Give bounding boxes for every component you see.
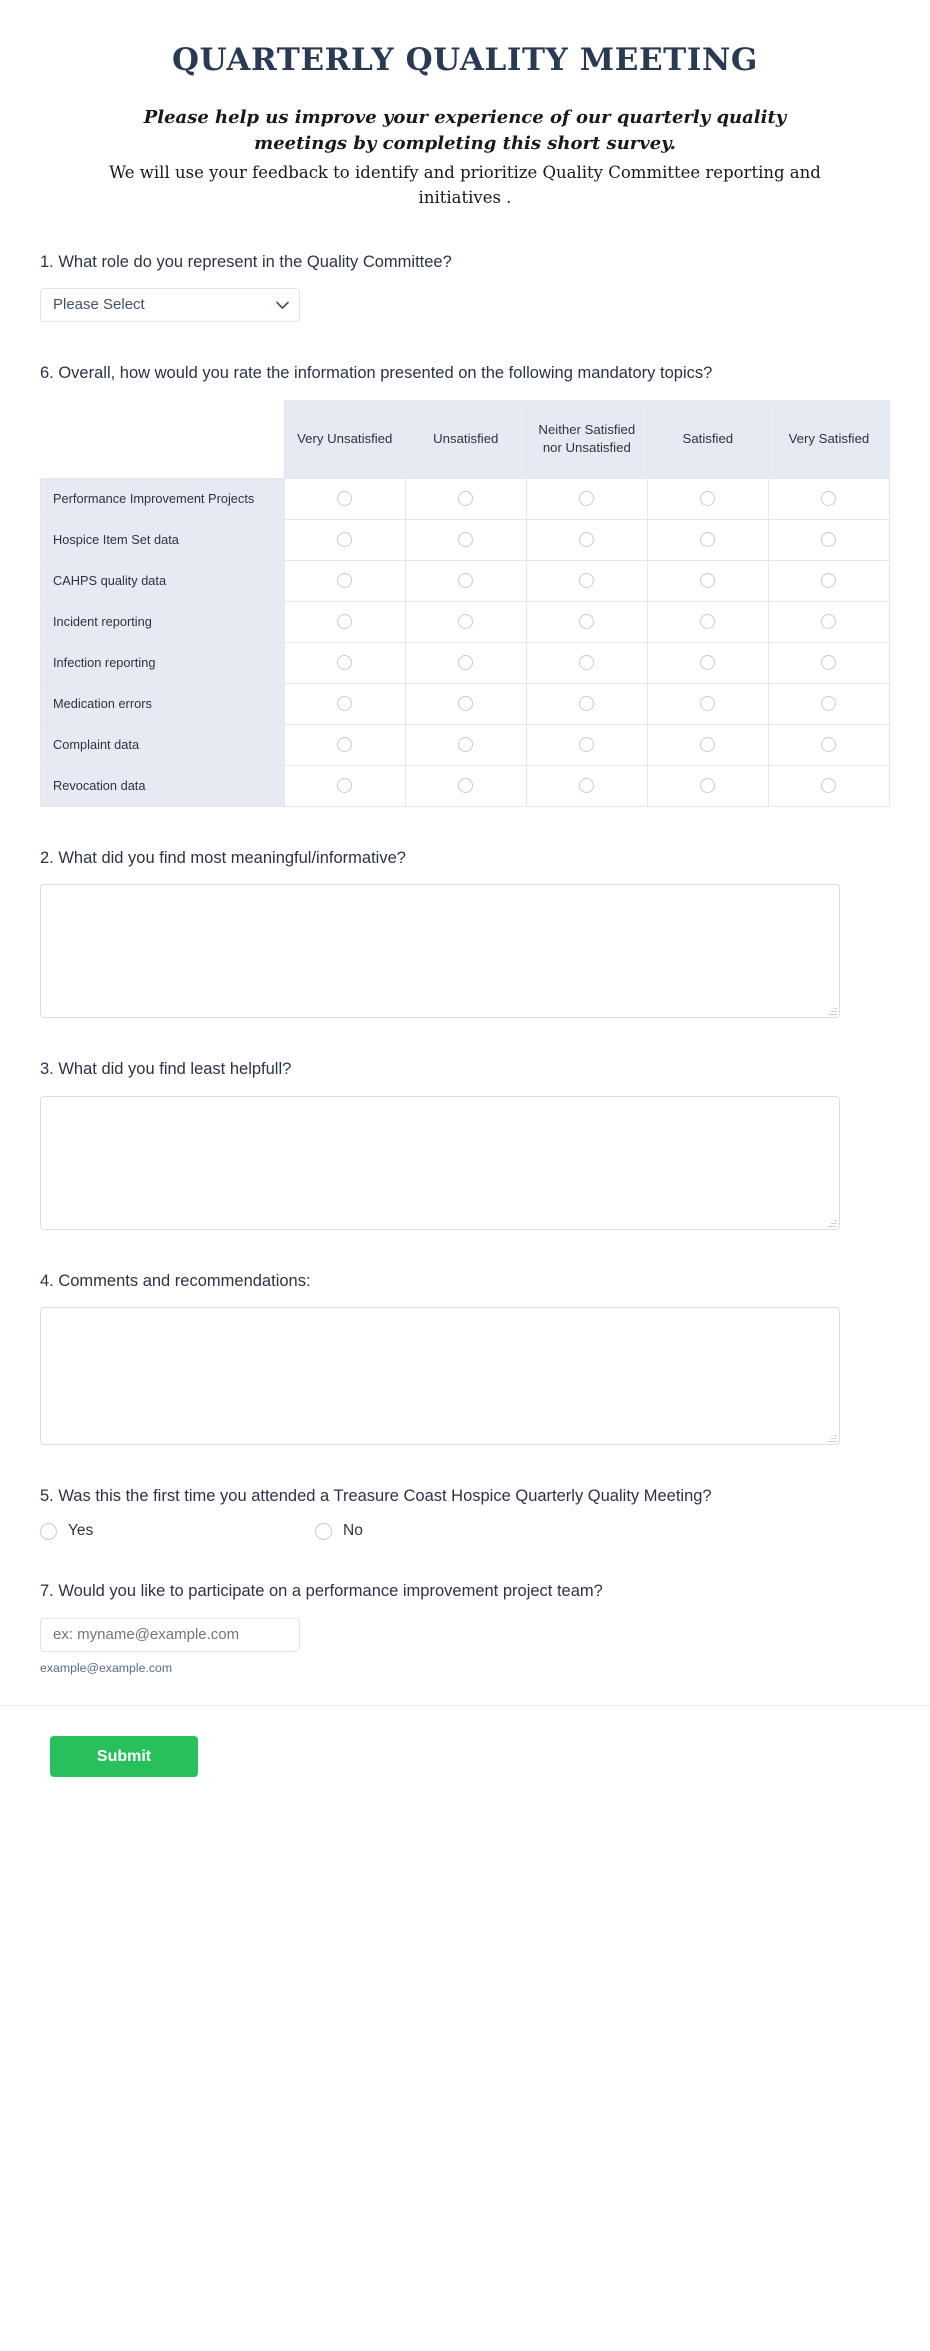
matrix-header-row [41, 400, 890, 478]
matrix-radio-5-2[interactable] [526, 683, 647, 724]
matrix-col-2: Neither Satisfied nor Unsatisfied [526, 400, 647, 478]
radio-icon [700, 614, 715, 629]
question-6 [40, 362, 890, 806]
radio-icon [579, 491, 594, 506]
radio-icon [40, 1523, 57, 1540]
email-field[interactable] [40, 1618, 300, 1652]
table-row [41, 765, 890, 806]
question-5-option-no-label: No [343, 1522, 363, 1540]
matrix-radio-5-0[interactable] [284, 683, 405, 724]
matrix-radio-6-1[interactable] [405, 724, 526, 765]
radio-icon [458, 614, 473, 629]
matrix-col-3: Satisfied [647, 400, 768, 478]
radio-icon [700, 532, 715, 547]
matrix-radio-2-0[interactable] [284, 560, 405, 601]
radio-icon [579, 532, 594, 547]
matrix-corner-cell [41, 400, 285, 478]
radio-icon [337, 573, 352, 588]
matrix-radio-5-4[interactable] [768, 683, 889, 724]
matrix-radio-3-2[interactable] [526, 601, 647, 642]
matrix-row-label-4: Infection reporting [41, 642, 285, 683]
question-5-label: 5. Was this the first time you attended a Treasure Coast Hospice Quarterly Quality Meeting? [40, 1486, 712, 1505]
table-row [41, 478, 890, 519]
question-5-options [40, 1522, 890, 1540]
matrix-radio-6-4[interactable] [768, 724, 889, 765]
radio-icon [458, 696, 473, 711]
radio-icon [458, 655, 473, 670]
matrix-row-label-6: Complaint data [41, 724, 285, 765]
question-3-textarea[interactable] [40, 1096, 840, 1230]
table-row [41, 560, 890, 601]
matrix-radio-7-0[interactable] [284, 765, 405, 806]
matrix-radio-1-3[interactable] [647, 519, 768, 560]
question-3-label: 3. What did you find least helpfull? [40, 1060, 292, 1079]
form-subtext: We will use your feedback to identify and prioritize Quality Committee reporting and initiatives . [109, 163, 821, 208]
matrix-radio-2-4[interactable] [768, 560, 889, 601]
radio-icon [458, 491, 473, 506]
matrix-radio-1-4[interactable] [768, 519, 889, 560]
matrix-radio-3-4[interactable] [768, 601, 889, 642]
matrix-radio-1-1[interactable] [405, 519, 526, 560]
radio-icon [458, 737, 473, 752]
radio-icon [458, 778, 473, 793]
matrix-radio-7-4[interactable] [768, 765, 889, 806]
question-2 [40, 847, 890, 1018]
matrix-radio-0-1[interactable] [405, 478, 526, 519]
question-1 [40, 251, 890, 322]
radio-icon [700, 696, 715, 711]
radio-icon [337, 655, 352, 670]
radio-icon [821, 778, 836, 793]
radio-icon [579, 573, 594, 588]
resize-grip-icon [828, 1218, 837, 1227]
radio-icon [700, 573, 715, 588]
question-5-option-yes-label: Yes [68, 1522, 94, 1540]
matrix-radio-0-4[interactable] [768, 478, 889, 519]
table-row [41, 601, 890, 642]
radio-icon [821, 491, 836, 506]
radio-icon [337, 696, 352, 711]
question-5-option-yes[interactable] [40, 1522, 315, 1540]
question-3 [40, 1058, 890, 1229]
radio-icon [579, 614, 594, 629]
question-5-option-no[interactable] [315, 1522, 363, 1540]
radio-icon [458, 532, 473, 547]
question-2-textarea[interactable] [40, 884, 840, 1018]
table-row [41, 642, 890, 683]
radio-icon [700, 737, 715, 752]
radio-icon [337, 778, 352, 793]
matrix-radio-5-3[interactable] [647, 683, 768, 724]
matrix-head [41, 400, 890, 478]
matrix-radio-0-0[interactable] [284, 478, 405, 519]
matrix-col-0: Very Unsatisfied [284, 400, 405, 478]
radio-icon [821, 655, 836, 670]
matrix-radio-5-1[interactable] [405, 683, 526, 724]
matrix-radio-3-0[interactable] [284, 601, 405, 642]
matrix-col-4: Very Satisfied [768, 400, 889, 478]
matrix-col-1: Unsatisfied [405, 400, 526, 478]
matrix-radio-6-3[interactable] [647, 724, 768, 765]
matrix-row-label-5: Medication errors [41, 683, 285, 724]
email-hint: example@example.com [40, 1660, 173, 1675]
radio-icon [337, 737, 352, 752]
table-row [41, 724, 890, 765]
matrix-radio-7-1[interactable] [405, 765, 526, 806]
radio-icon [579, 778, 594, 793]
radio-icon [821, 573, 836, 588]
submit-row [0, 1706, 930, 1829]
matrix-radio-2-3[interactable] [647, 560, 768, 601]
radio-icon [700, 778, 715, 793]
radio-icon [337, 532, 352, 547]
resize-grip-icon [828, 1006, 837, 1015]
matrix-radio-2-1[interactable] [405, 560, 526, 601]
role-select-wrapper [40, 288, 300, 322]
matrix-radio-6-2[interactable] [526, 724, 647, 765]
submit-button[interactable]: Submit [50, 1736, 198, 1777]
page-title: QUARTERLY QUALITY MEETING [172, 42, 758, 78]
matrix-radio-0-3[interactable] [647, 478, 768, 519]
radio-icon [337, 491, 352, 506]
matrix-radio-1-2[interactable] [526, 519, 647, 560]
matrix-radio-4-1[interactable] [405, 642, 526, 683]
question-5 [40, 1485, 890, 1540]
matrix-radio-4-2[interactable] [526, 642, 647, 683]
radio-icon [579, 696, 594, 711]
question-7-label: 7. Would you like to participate on a performance improvement project team? [40, 1582, 603, 1601]
resize-grip-icon [828, 1433, 837, 1442]
radio-icon [579, 737, 594, 752]
form-body [0, 251, 930, 1675]
matrix-radio-7-2[interactable] [526, 765, 647, 806]
matrix-radio-4-0[interactable] [284, 642, 405, 683]
matrix-radio-0-2[interactable] [526, 478, 647, 519]
matrix-radio-6-0[interactable] [284, 724, 405, 765]
form-header [0, 0, 930, 211]
question-6-label: 6. Overall, how would you rate the information presented on the following mandatory topics? [40, 364, 713, 383]
radio-icon [337, 614, 352, 629]
matrix-radio-2-2[interactable] [526, 560, 647, 601]
radio-icon [579, 655, 594, 670]
question-2-label: 2. What did you find most meaningful/informative? [40, 848, 406, 867]
matrix-radio-7-3[interactable] [647, 765, 768, 806]
form-subtitle: Please help us improve your experience of our quarterly quality meetings by completing this short survey. [143, 107, 787, 155]
question-7 [40, 1580, 890, 1674]
radio-icon [821, 532, 836, 547]
matrix-row-label-3: Incident reporting [41, 601, 285, 642]
radio-icon [821, 696, 836, 711]
radio-icon [458, 573, 473, 588]
question-4 [40, 1270, 890, 1445]
table-row [41, 519, 890, 560]
radio-icon [821, 737, 836, 752]
radio-icon [700, 491, 715, 506]
question-4-textarea[interactable] [40, 1307, 840, 1445]
rating-matrix [40, 400, 890, 807]
radio-icon [315, 1523, 332, 1540]
matrix-row-label-0: Performance Improvement Projects [41, 478, 285, 519]
question-4-label: 4. Comments and recommendations: [40, 1271, 311, 1290]
matrix-body [41, 478, 890, 806]
role-select[interactable]: Please Select [40, 288, 300, 322]
matrix-row-label-2: CAHPS quality data [41, 560, 285, 601]
radio-icon [700, 655, 715, 670]
matrix-radio-3-3[interactable] [647, 601, 768, 642]
matrix-row-label-7: Revocation data [41, 765, 285, 806]
table-row [41, 683, 890, 724]
matrix-radio-4-4[interactable] [768, 642, 889, 683]
radio-icon [821, 614, 836, 629]
question-1-label: 1. What role do you represent in the Quality Committee? [40, 252, 452, 271]
matrix-radio-4-3[interactable] [647, 642, 768, 683]
matrix-row-label-1: Hospice Item Set data [41, 519, 285, 560]
matrix-radio-1-0[interactable] [284, 519, 405, 560]
matrix-radio-3-1[interactable] [405, 601, 526, 642]
